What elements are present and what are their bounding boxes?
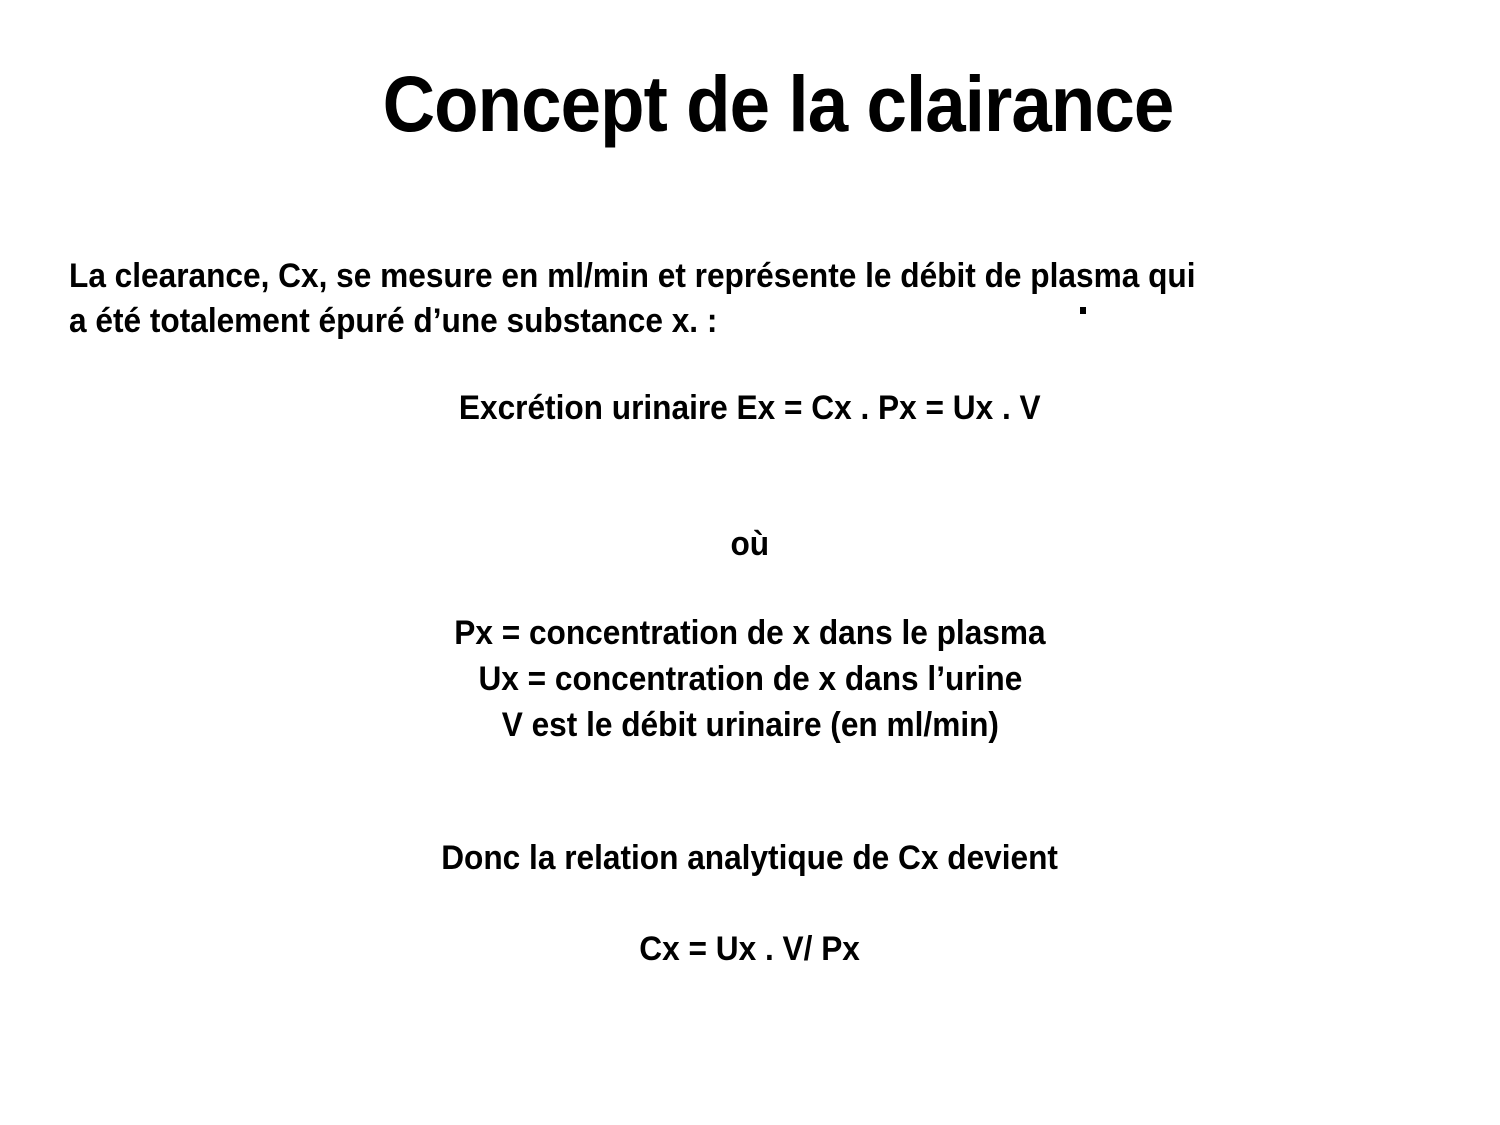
excretion-equation: Excrétion urinaire Ex = Cx . Px = Ux . V xyxy=(459,389,1041,427)
stray-dot-mark xyxy=(1080,307,1086,314)
intro-line-2: a été totalement épuré d’une substance x. : xyxy=(69,302,718,340)
slide-title: Concept de la clairance xyxy=(382,59,1174,148)
intro-line-1: La clearance, Cx, se mesure en ml/min et représente le débit de plasma qui xyxy=(69,257,1196,295)
intro-paragraph xyxy=(69,254,1390,344)
where-label: où xyxy=(730,525,770,563)
conclusion-intro: Donc la relation analytique de Cx devient xyxy=(441,839,1059,877)
clearance-equation: Cx = Ux . V/ Px xyxy=(639,930,861,968)
definition-px: Px = concentration de x dans le plasma xyxy=(454,614,1046,652)
definition-ux: Ux = concentration de x dans l’urine xyxy=(478,660,1022,698)
definition-v: V est le débit urinaire (en ml/min) xyxy=(501,706,999,744)
